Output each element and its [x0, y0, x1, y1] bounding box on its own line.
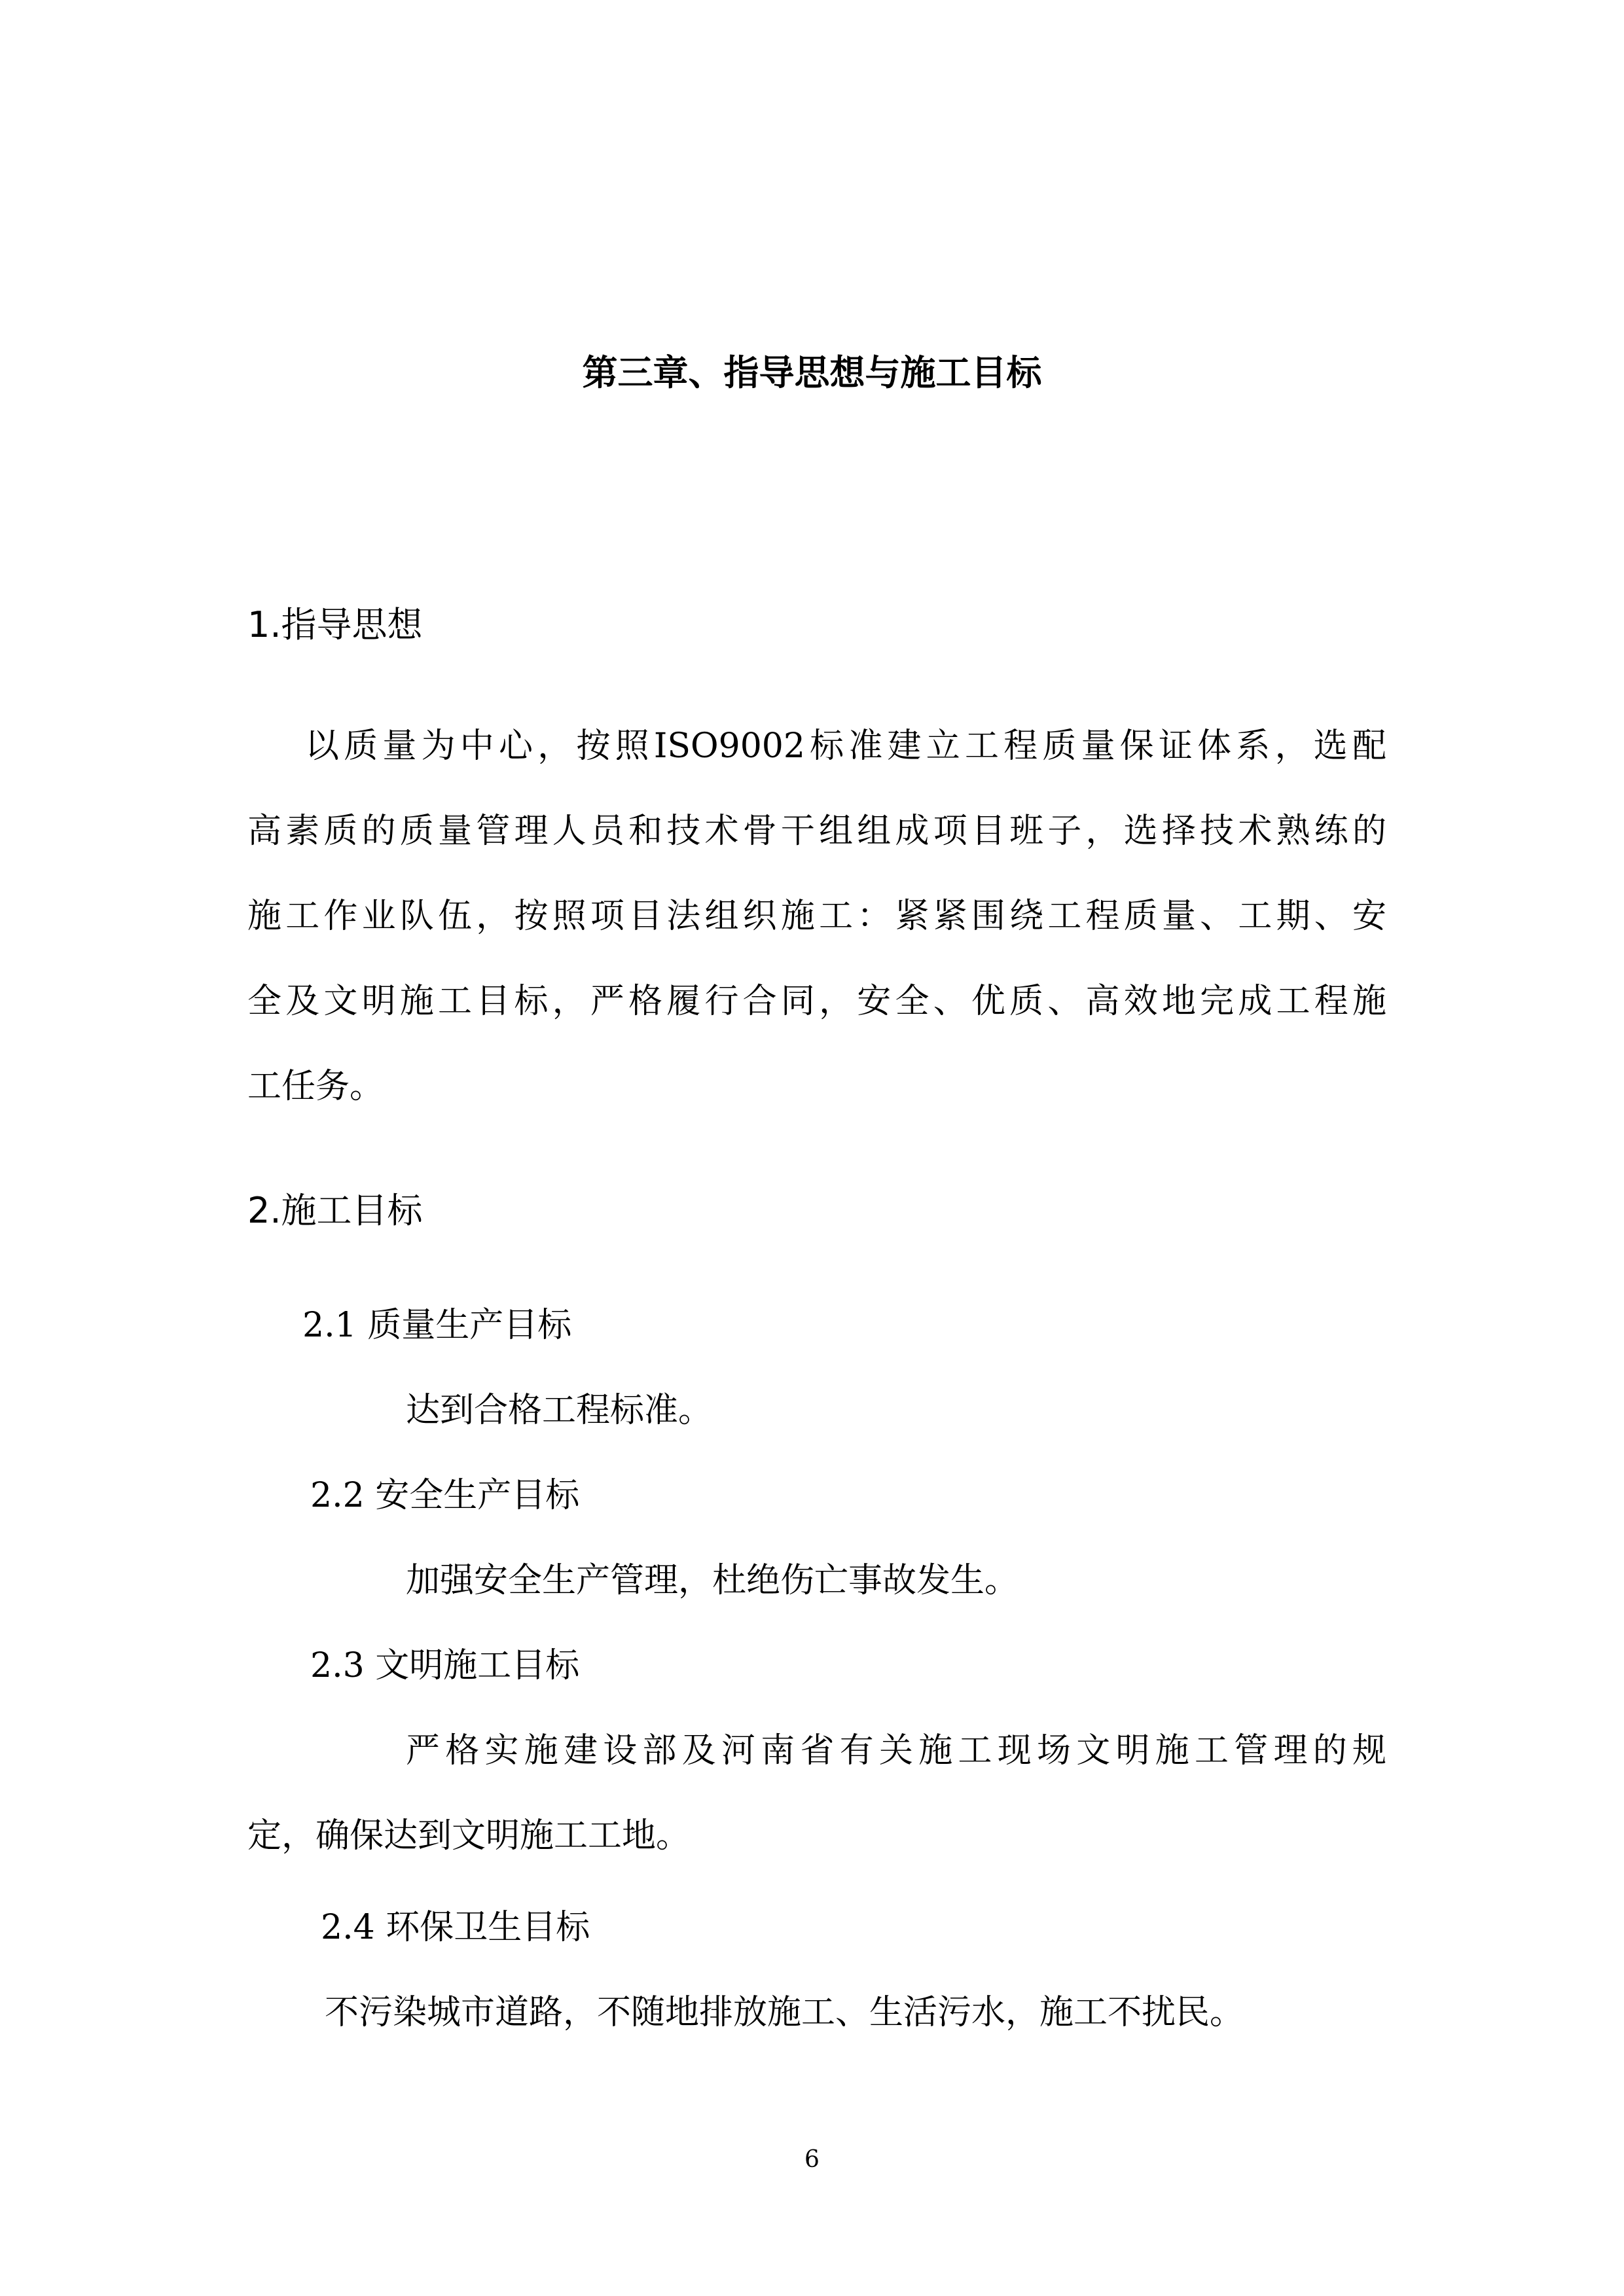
- subsection-heading-quality: 2.1 质量生产目标: [302, 1306, 572, 1345]
- chapter-title: 第三章、指导思想与施工目标: [582, 352, 1042, 393]
- guiding-ideology-paragraph: [247, 704, 1386, 1129]
- subsection-text-quality: 达到合格工程标准。: [406, 1391, 713, 1430]
- paragraph-line: 严格实施建设部及河南省有关施工现场文明施工管理的规: [406, 1731, 1386, 1770]
- paragraph-line: 施工作业队伍，按照项目法组织施工：紧紧围绕工程质量、工期、安: [247, 897, 1386, 936]
- paragraph-line: 高素质的质量管理人员和技术骨干组组成项目班子，选择技术熟练的: [247, 812, 1386, 851]
- section-heading-construction-goals: 2.施工目标: [247, 1190, 423, 1231]
- subsection-heading-civilized-construction: 2.3 文明施工目标: [310, 1646, 580, 1685]
- paragraph-line: 全及文明施工目标，严格履行合同，安全、优质、高效地完成工程施: [247, 982, 1386, 1021]
- page-number: 6: [804, 2146, 820, 2173]
- paragraph-line: 定，确保达到文明施工工地。: [247, 1816, 691, 1856]
- subsection-text-environmental: 不污染城市道路，不随地排放施工、生活污水，施工不扰民。: [325, 1993, 1244, 2032]
- section-heading-guiding-ideology: 1.指导思想: [247, 604, 423, 645]
- subsection-text-civilized-construction: [247, 1708, 1386, 1878]
- subsection-heading-environmental: 2.4 环保卫生目标: [321, 1908, 590, 1947]
- subsection-heading-safety: 2.2 安全生产目标: [310, 1476, 580, 1515]
- subsection-text-safety: 加强安全生产管理，杜绝伤亡事故发生。: [406, 1561, 1019, 1600]
- paragraph-line: 工任务。: [247, 1067, 384, 1106]
- paragraph-line: 以质量为中心，按照ISO9002标准建立工程质量保证体系，选配: [305, 726, 1386, 766]
